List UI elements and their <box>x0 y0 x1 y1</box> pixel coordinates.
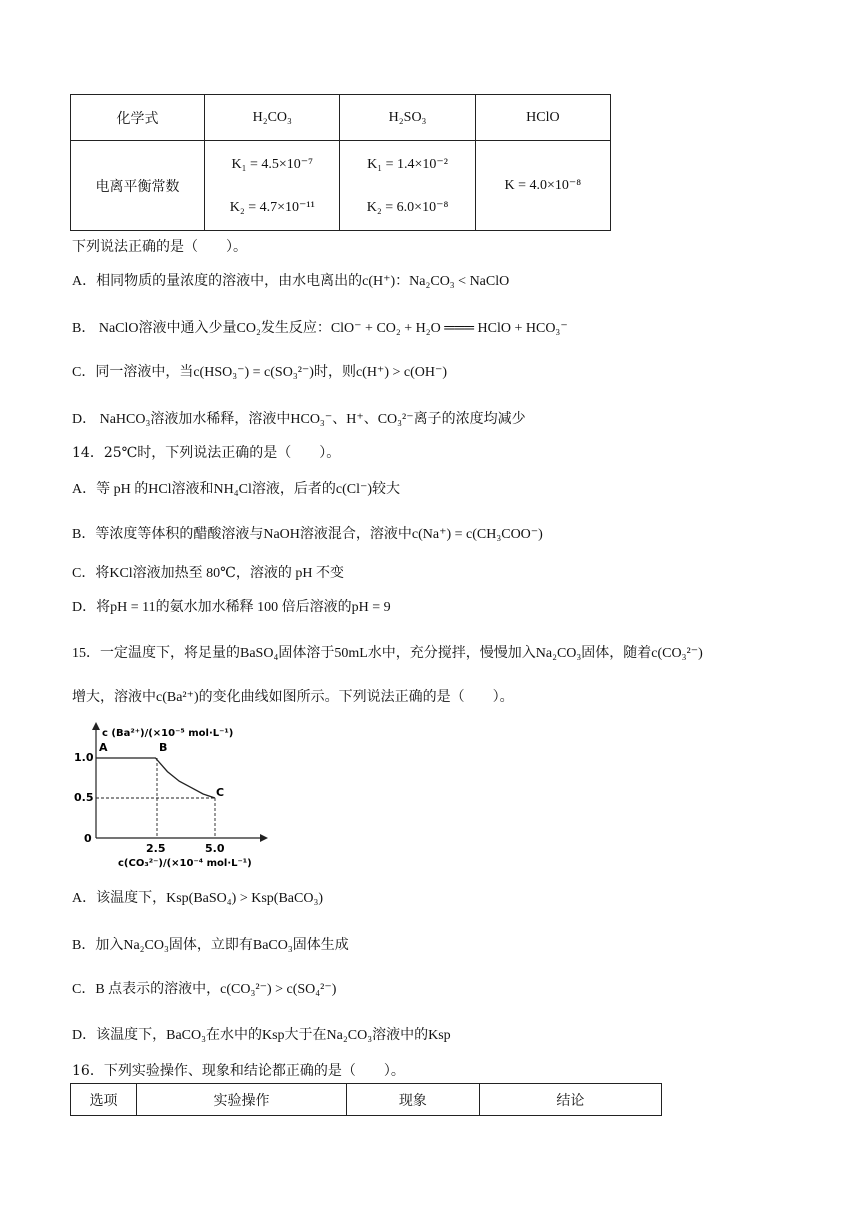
q13-option-d: D． NaHCO₃溶液加水稀释，溶液中HCO₃⁻、H⁺、CO₃²⁻离子的浓度均减少 <box>72 412 526 427</box>
y-tick-1.0: 1.0 <box>74 751 94 764</box>
header-h2so3: H₂SO₃ <box>340 95 475 141</box>
h2so3-k1: K₁ = 1.4×10⁻² <box>367 156 448 172</box>
q14-option-d: D．将pH = 11的氨水加水稀释 100 倍后溶液的pH = 9 <box>72 600 391 615</box>
q15-option-c: C．B 点表示的溶液中，c(CO₃²⁻) > c(SO₄²⁻) <box>72 982 337 997</box>
q16-stem: 16．下列实验操作、现象和结论都正确的是（ ）。 <box>72 1063 405 1079</box>
x-tick-5.0: 5.0 <box>205 842 225 855</box>
x-axis-arrow <box>260 834 268 842</box>
q14-stem: 14．25℃时，下列说法正确的是（ ）。 <box>72 445 341 461</box>
header-operation: 实验操作 <box>137 1084 347 1116</box>
y-axis-arrow <box>92 722 100 730</box>
header-option: 选项 <box>71 1084 137 1116</box>
q13-option-b: B． NaClO溶液中通入少量CO₂发生反应：ClO⁻ + CO₂ + H₂O ═══ HClO + HCO₃⁻ <box>72 321 568 336</box>
q15-option-d: D．该温度下，BaCO₃在水中的Ksp大于在Na₂CO₃溶液中的Ksp <box>72 1028 451 1043</box>
h2so3-k2: K₂ = 6.0×10⁻⁸ <box>366 199 449 215</box>
experiment-table <box>70 1083 662 1116</box>
q15-stem-line1: 15．一定温度下，将足量的BaSO₄固体溶于50mL水中，充分搅拌，慢慢加入Na₂CO₃固体，随着c(CO₃²⁻) <box>72 646 703 661</box>
ba-curve <box>96 758 215 798</box>
point-label-b: B <box>159 741 168 754</box>
point-label-a: A <box>99 741 108 754</box>
q14-option-b: B．等浓度等体积的醋酸溶液与NaOH溶液混合，溶液中c(Na⁺) = c(CH₃COO⁻) <box>72 527 543 542</box>
q14-option-c: C．将KCl溶液加热至 80℃，溶液的 pH 不变 <box>72 566 344 581</box>
ba-concentration-chart <box>70 720 280 870</box>
h2co3-k1: K₁ = 4.5×10⁻⁷ <box>231 156 314 172</box>
ionization-constant-table <box>70 94 611 231</box>
header-phenomenon: 现象 <box>346 1084 479 1116</box>
point-label-c: C <box>216 786 225 799</box>
x-tick-2.5: 2.5 <box>146 842 166 855</box>
header-hclo: HClO <box>475 95 610 141</box>
header-formula: 化学式 <box>71 95 205 141</box>
header-h2co3: H₂CO₃ <box>205 95 340 141</box>
y-axis-label: c (Ba²⁺)/(×10⁻⁵ mol·L⁻¹) <box>102 728 234 739</box>
h2co3-k2: K₂ = 4.7×10⁻¹¹ <box>229 199 315 215</box>
x-axis-label: c(CO₃²⁻)/(×10⁻⁴ mol·L⁻¹) <box>118 858 252 869</box>
q13-option-a: A．相同物质的量浓度的溶液中，由水电离出的c(H⁺)：Na₂CO₃ < NaClO <box>72 274 510 289</box>
q13-option-c: C．同一溶液中，当c(HSO₃⁻) = c(SO₃²⁻)时，则c(H⁺) > c(OH⁻) <box>72 365 448 380</box>
h2so3-constants <box>340 141 475 231</box>
row-label: 电离平衡常数 <box>71 141 205 231</box>
h2co3-constants <box>205 141 340 231</box>
q15-stem-line2: 增大，溶液中c(Ba²⁺)的变化曲线如图所示。下列说法正确的是（ ）。 <box>72 690 514 705</box>
q14-option-a: A．等 pH 的HCl溶液和NH₄Cl溶液，后者的c(Cl⁻)较大 <box>72 482 401 497</box>
q13-stem: 下列说法正确的是（ ）。 <box>72 239 247 255</box>
hclo-k: K = 4.0×10⁻⁸ <box>475 141 610 231</box>
q15-option-b: B．加入Na₂CO₃固体，立即有BaCO₃固体生成 <box>72 938 349 953</box>
header-conclusion: 结论 <box>479 1084 661 1116</box>
y-tick-0: 0 <box>84 832 92 845</box>
q15-option-a: A．该温度下，Ksp(BaSO₄) > Ksp(BaCO₃) <box>72 891 323 906</box>
y-tick-0.5: 0.5 <box>74 791 94 804</box>
